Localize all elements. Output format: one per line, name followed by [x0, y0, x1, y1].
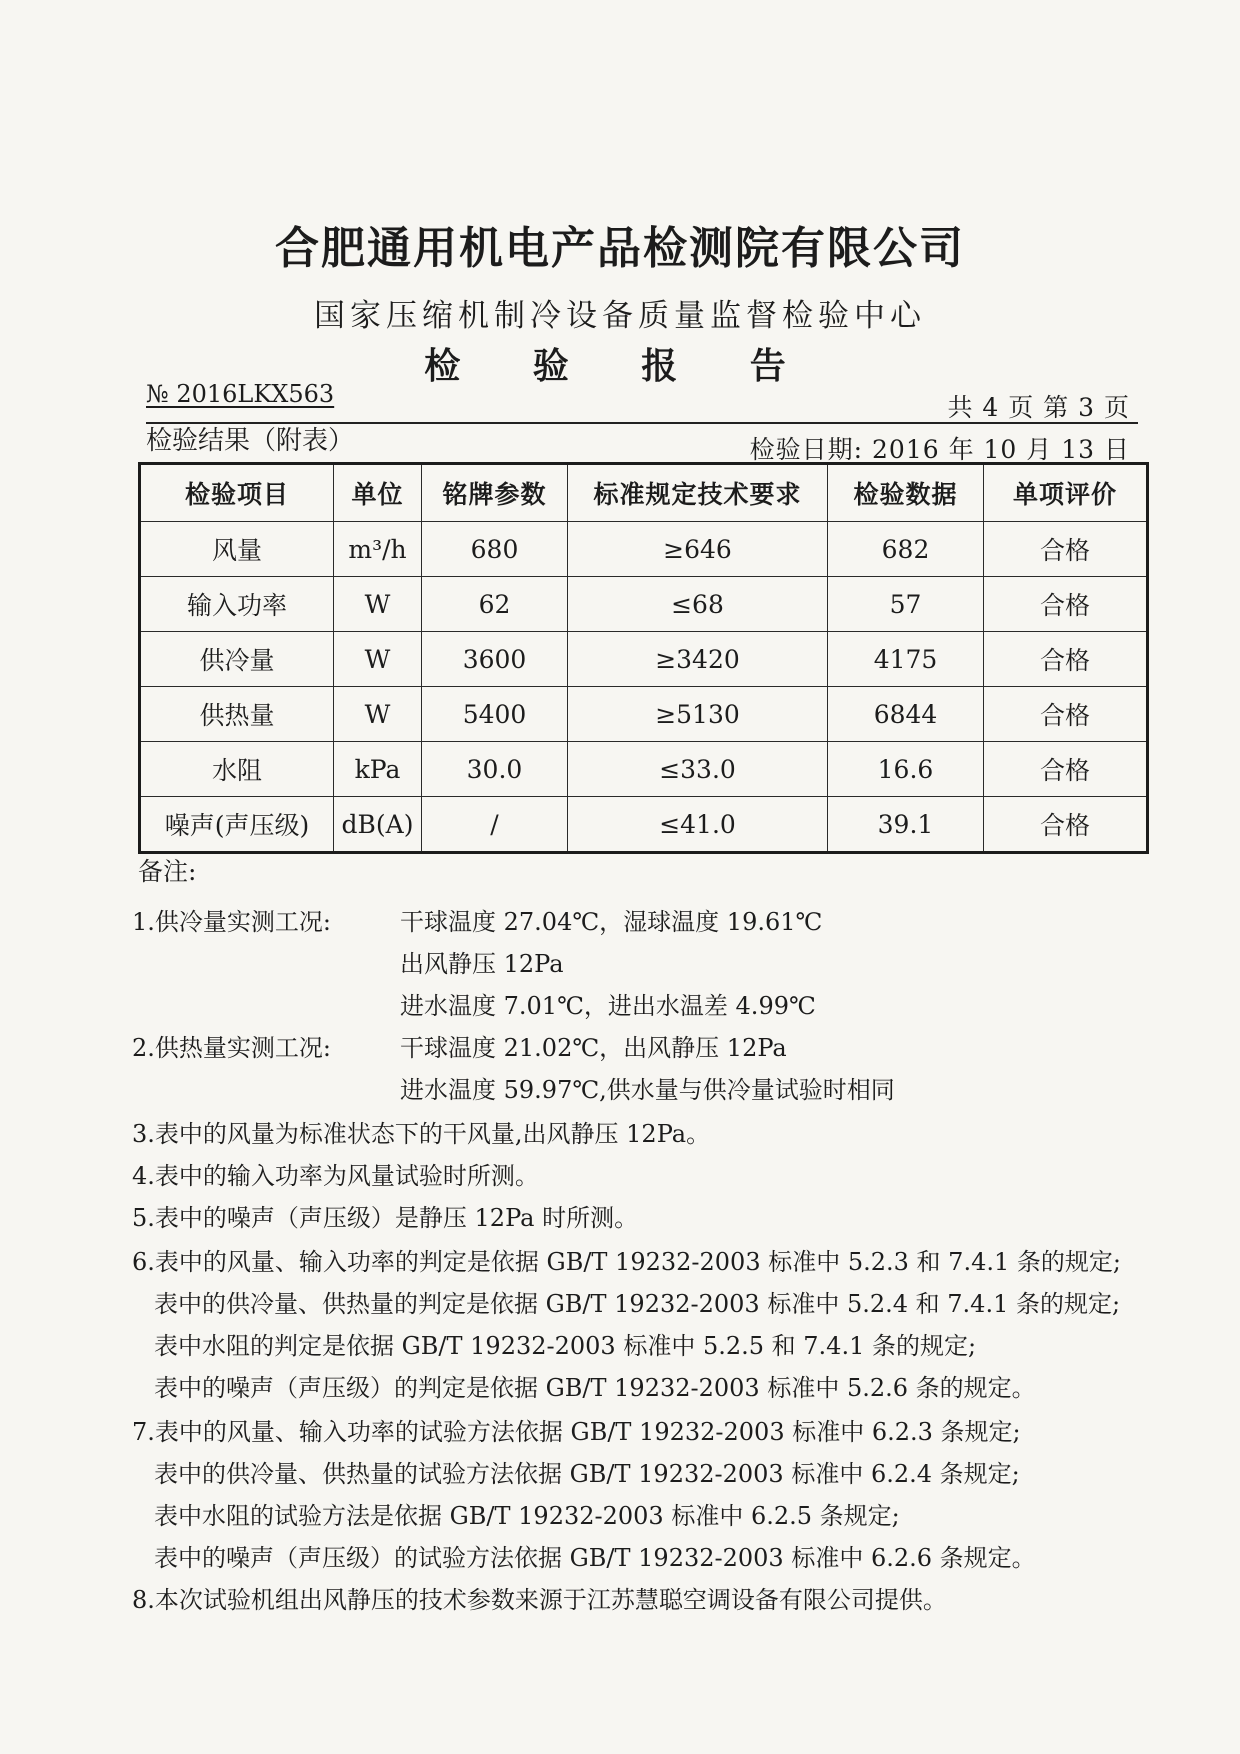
note-2-line: 干球温度 21.02℃，出风静压 12Pa [400, 1034, 787, 1062]
table-row [140, 742, 1148, 797]
table-cell: 合格 [984, 522, 1148, 577]
table-row [140, 522, 1148, 577]
table-cell: ≤33.0 [568, 742, 828, 797]
note-6-line: 表中的供冷量、供热量的判定是依据 GB/T 19232-2003 标准中 5.2.4 和 7.4.1 条的规定; [154, 1290, 1121, 1318]
table-cell: kPa [334, 742, 422, 797]
table-cell: / [422, 797, 568, 853]
table-row [140, 797, 1148, 853]
table-cell: 62 [422, 577, 568, 632]
notes-title: 备注: [138, 857, 197, 886]
note-6-line: 表中的噪声（声压级）的判定是依据 GB/T 19232-2003 标准中 5.2.6 条的规定。 [154, 1374, 1036, 1402]
table-cell: 16.6 [828, 742, 984, 797]
table-cell: dB(A) [334, 797, 422, 853]
table-cell: ≥5130 [568, 687, 828, 742]
table-cell: 噪声(声压级) [140, 797, 334, 853]
table-cell: W [334, 632, 422, 687]
center-name: 国家压缩机制冷设备质量监督检验中心 [314, 298, 926, 334]
column-header: 检验数据 [828, 464, 984, 522]
table-cell: ≥3420 [568, 632, 828, 687]
results-table [138, 462, 1149, 854]
note-7-line: 表中水阻的试验方法是依据 GB/T 19232-2003 标准中 6.2.5 条规定; [154, 1502, 900, 1530]
table-cell: ≤68 [568, 577, 828, 632]
note-1-label: 1.供冷量实测工况: [132, 908, 331, 936]
table-cell: 3600 [422, 632, 568, 687]
result-label: 检验结果（附表） [146, 426, 355, 456]
table-header-row [140, 464, 1148, 522]
table-row [140, 577, 1148, 632]
table-cell: 39.1 [828, 797, 984, 853]
table-row [140, 632, 1148, 687]
table-cell: 合格 [984, 797, 1148, 853]
page-info: 共 4 页 第 3 页 [947, 393, 1130, 422]
table-cell: 风量 [140, 522, 334, 577]
column-header: 检验项目 [140, 464, 334, 522]
table-cell: 合格 [984, 687, 1148, 742]
note-8: 8.本次试验机组出风静压的技术参数来源于江苏慧聪空调设备有限公司提供。 [132, 1586, 947, 1614]
note-1-line: 出风静压 12Pa [400, 950, 564, 978]
note-4: 4.表中的输入功率为风量试验时所测。 [132, 1162, 539, 1190]
column-header: 标准规定技术要求 [568, 464, 828, 522]
table-cell: 680 [422, 522, 568, 577]
table-cell: 30.0 [422, 742, 568, 797]
note-5: 5.表中的噪声（声压级）是静压 12Pa 时所测。 [132, 1204, 639, 1232]
report-number: № 2016LKX563 [146, 380, 335, 408]
table-cell: 输入功率 [140, 577, 334, 632]
document-title: 检 验 报 告 [424, 345, 816, 387]
table-cell: 合格 [984, 632, 1148, 687]
company-name: 合肥通用机电产品检测院有限公司 [275, 223, 965, 274]
note-3: 3.表中的风量为标准状态下的干风量,出风静压 12Pa。 [132, 1120, 711, 1148]
table-cell: 57 [828, 577, 984, 632]
table-cell: 供热量 [140, 687, 334, 742]
table-cell: 合格 [984, 742, 1148, 797]
note-7-line: 表中的噪声（声压级）的试验方法依据 GB/T 19232-2003 标准中 6.2.6 条规定。 [154, 1544, 1036, 1572]
table-row [140, 687, 1148, 742]
note-1-line: 干球温度 27.04℃，湿球温度 19.61℃ [400, 908, 823, 936]
table-cell: 6844 [828, 687, 984, 742]
table-cell: 682 [828, 522, 984, 577]
note-2-line: 进水温度 59.97℃,供水量与供冷量试验时相同 [400, 1076, 895, 1104]
note-2-label: 2.供热量实测工况: [132, 1034, 331, 1062]
note-6-line: 表中水阻的判定是依据 GB/T 19232-2003 标准中 5.2.5 和 7.4.1 条的规定; [154, 1332, 977, 1360]
note-7-line: 表中的供冷量、供热量的试验方法依据 GB/T 19232-2003 标准中 6.2.4 条规定; [154, 1460, 1020, 1488]
table-cell: 5400 [422, 687, 568, 742]
table-cell: W [334, 687, 422, 742]
note-7-line: 7.表中的风量、输入功率的试验方法依据 GB/T 19232-2003 标准中 6.2.3 条规定; [132, 1418, 1021, 1446]
table-cell: 供冷量 [140, 632, 334, 687]
table-cell: 4175 [828, 632, 984, 687]
table-cell: ≥646 [568, 522, 828, 577]
column-header: 单项评价 [984, 464, 1148, 522]
table-cell: 水阻 [140, 742, 334, 797]
inspection-date: 检验日期: 2016 年 10 月 13 日 [749, 435, 1130, 464]
table-cell: ≤41.0 [568, 797, 828, 853]
column-header: 单位 [334, 464, 422, 522]
table-cell: m³/h [334, 522, 422, 577]
column-header: 铭牌参数 [422, 464, 568, 522]
table-cell: 合格 [984, 577, 1148, 632]
table-cell: W [334, 577, 422, 632]
note-6-line: 6.表中的风量、输入功率的判定是依据 GB/T 19232-2003 标准中 5.2.3 和 7.4.1 条的规定; [132, 1248, 1121, 1276]
note-1-line: 进水温度 7.01℃，进出水温差 4.99℃ [400, 992, 816, 1020]
